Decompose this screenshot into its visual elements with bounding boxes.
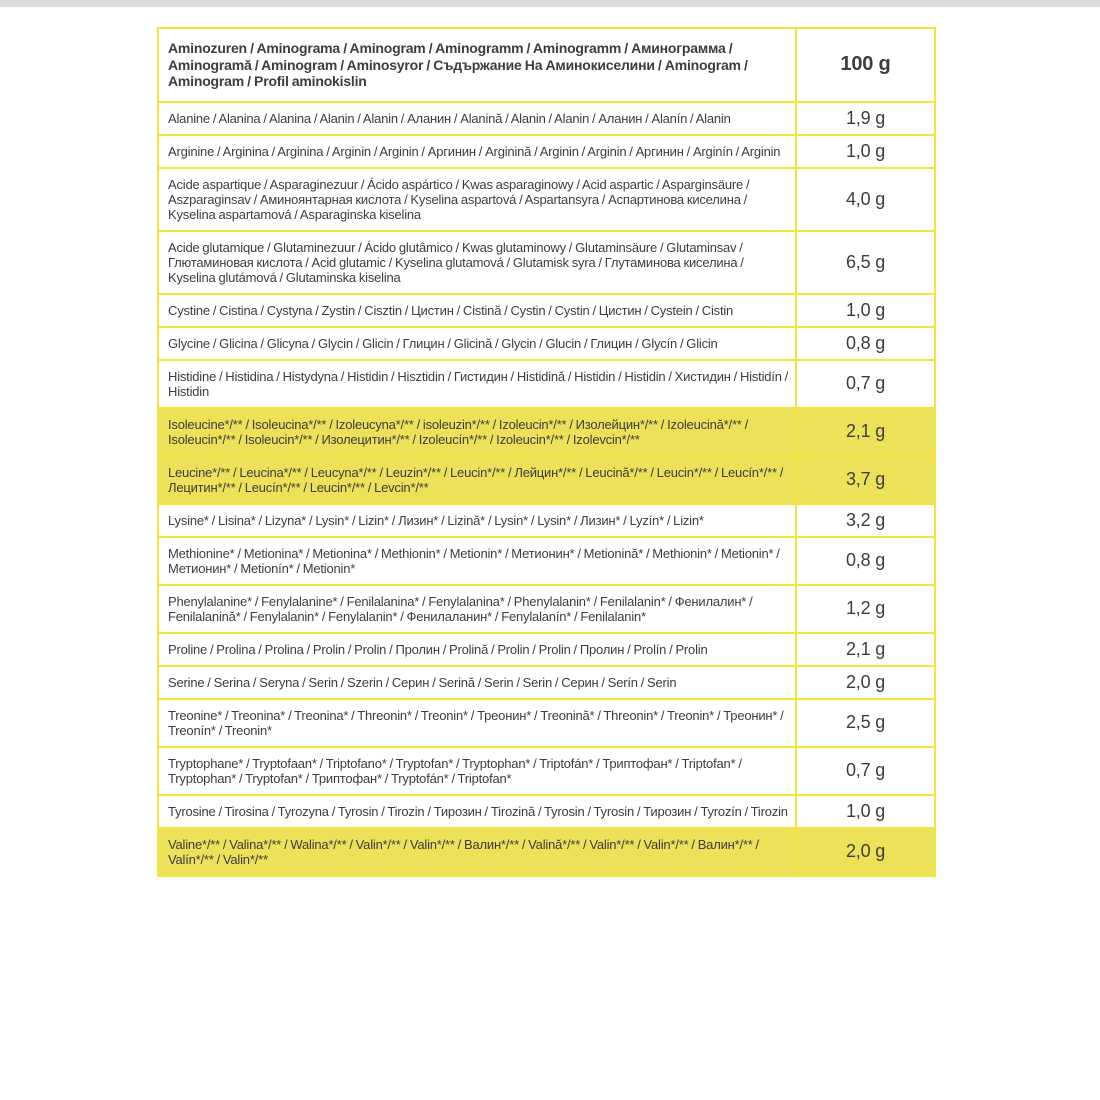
amount-per-100g: 2,0 g <box>796 828 935 876</box>
amino-acid-names: Phenylalanine* / Fenylalanine* / Fenilalanina* / Fenylalanina* / Phenylalanin* / Fenilalanin* / Фенилалин* / Fenilalanină* / Fenylalanin* / Fenylalanin* / Фенилаланин* / Fenylalanín* / Fenilalanin* <box>158 585 796 633</box>
amount-per-100g: 3,2 g <box>796 504 935 537</box>
table-body <box>158 102 935 876</box>
table-row <box>158 102 935 135</box>
table-row <box>158 135 935 168</box>
table-row <box>158 537 935 585</box>
amount-per-100g: 0,8 g <box>796 537 935 585</box>
amino-acid-names: Glycine / Glicina / Glicyna / Glycin / Glicin / Глицин / Glicină / Glycin / Glucin / Глицин / Glycín / Glicin <box>158 327 796 360</box>
amino-acid-names: Histidine / Histidina / Histydyna / Histidin / Hisztidin / Гистидин / Histidină / Histidin / Histidin / Хистидин / Histidín / Histidin <box>158 360 796 408</box>
amino-acid-names: Acide glutamique / Glutaminezuur / Ácido glutâmico / Kwas glutaminowy / Glutaminsäure / Glutaminsav / Глютаминовая кислота / Acid glutamic / Kyselina glutamová / Glutamisk syra / Глутаминова киселина / Kyselina glutámová / Glutaminska kiselina <box>158 231 796 294</box>
amount-per-100g: 1,0 g <box>796 795 935 828</box>
table-row <box>158 327 935 360</box>
header-row <box>158 28 935 102</box>
amount-per-100g: 0,8 g <box>796 327 935 360</box>
amino-acid-names: Valine*/** / Valina*/** / Walina*/** / Valin*/** / Valin*/** / Валин*/** / Valină*/** / Valin*/** / Valin*/** / Валин*/** / Valín*/** / Valin*/** <box>158 828 796 876</box>
table-row <box>158 168 935 231</box>
amount-per-100g: 3,7 g <box>796 456 935 504</box>
amino-acid-names: Lysine* / Lisina* / Lizyna* / Lysin* / Lizin* / Лизин* / Lizină* / Lysin* / Lysin* / Лизин* / Lyzín* / Lizin* <box>158 504 796 537</box>
table-row <box>158 585 935 633</box>
amount-per-100g: 1,0 g <box>796 135 935 168</box>
amount-per-100g: 2,1 g <box>796 408 935 456</box>
amino-acid-names: Isoleucine*/** / Isoleucina*/** / Izoleucyna*/** / isoleuzin*/** / Izoleucin*/** / Изолейцин*/** / Izoleucină*/** / Isoleucin*/** / Isoleucin*/** / Изолецитин*/** / Izoleucín*/** / Izoleucin*/** / Izolevcin*/** <box>158 408 796 456</box>
amount-per-100g: 6,5 g <box>796 231 935 294</box>
amino-acid-names: Leucine*/** / Leucina*/** / Leucyna*/** / Leuzin*/** / Leucin*/** / Лейцин*/** / Leucină*/** / Leucin*/** / Leucín*/** / Лецитин*/** / Leucín*/** / Leucin*/** / Levcin*/** <box>158 456 796 504</box>
amino-acid-names: Acide aspartique / Asparaginezuur / Ácido aspártico / Kwas asparaginowy / Acid aspartic / Asparginsäure / Aszparaginsav / Аминоянтарная кислота / Kyselina aspartová / Aspartansyra / Аспартинова киселина / Kyselina aspartamová / Asparaginska kiselina <box>158 168 796 231</box>
top-divider <box>0 0 1100 7</box>
table-row <box>158 504 935 537</box>
aminogram-table <box>157 27 936 877</box>
amount-per-100g: 2,5 g <box>796 699 935 747</box>
table-row <box>158 828 935 876</box>
amino-acid-names: Tryptophane* / Tryptofaan* / Triptofano* / Tryptofan* / Tryptophan* / Triptofán* / Триптофан* / Triptofan* / Tryptophan* / Tryptofan* / Триптофан* / Tryptofán* / Triptofan* <box>158 747 796 795</box>
amount-per-100g: 2,1 g <box>796 633 935 666</box>
amount-per-100g: 2,0 g <box>796 666 935 699</box>
table-row <box>158 795 935 828</box>
table-row <box>158 360 935 408</box>
amino-acid-names: Serine / Serina / Seryna / Serin / Szerin / Серин / Serină / Serin / Serin / Серин / Serín / Serin <box>158 666 796 699</box>
amount-per-100g: 4,0 g <box>796 168 935 231</box>
amount-per-100g: 1,2 g <box>796 585 935 633</box>
amino-acid-names: Arginine / Arginina / Arginina / Arginin / Arginin / Аргинин / Arginină / Arginin / Arginin / Аргинин / Arginín / Arginin <box>158 135 796 168</box>
amino-acid-names: Proline / Prolina / Prolina / Prolin / Prolin / Пролин / Prolină / Prolin / Prolin / Пролин / Prolín / Prolin <box>158 633 796 666</box>
table-title: Aminozuren / Aminograma / Aminogram / Aminogramm / Aminogramm / Аминограмма / Aminogramă / Aminogram / Aminosyror / Съдържание На Аминокиселини / Aminogram / Aminogram / Profil aminokislin <box>158 28 796 102</box>
table-row <box>158 456 935 504</box>
amino-acid-names: Tyrosine / Tirosina / Tyrozyna / Tyrosin / Tirozin / Тирозин / Tirozină / Tyrosin / Tyrosin / Тирозин / Tyrozín / Tirozin <box>158 795 796 828</box>
amount-per-100g: 0,7 g <box>796 360 935 408</box>
table-row <box>158 408 935 456</box>
table-row <box>158 747 935 795</box>
table-row <box>158 699 935 747</box>
table-row <box>158 231 935 294</box>
amino-acid-names: Treonine* / Treonina* / Treonina* / Threonin* / Treonin* / Треонин* / Treonină* / Threonin* / Treonin* / Треонин* / Treonín* / Treonin* <box>158 699 796 747</box>
table-row <box>158 666 935 699</box>
amino-acid-names: Cystine / Cistina / Cystyna / Zystin / Cisztin / Цистин / Cistină / Cystin / Cystin / Цистин / Cystein / Cistin <box>158 294 796 327</box>
amino-acid-names: Alanine / Alanina / Alanina / Alanin / Alanin / Аланин / Alanină / Alanin / Alanin / Аланин / Alanín / Alanin <box>158 102 796 135</box>
amount-per-100g: 1,9 g <box>796 102 935 135</box>
table-row <box>158 294 935 327</box>
amino-acid-names: Methionine* / Metionina* / Metionina* / Methionin* / Metionin* / Метионин* / Metionină* / Methionin* / Metionin* / Метионин* / Metionín* / Metionin* <box>158 537 796 585</box>
table-row <box>158 633 935 666</box>
amount-per-100g: 0,7 g <box>796 747 935 795</box>
serving-size: 100 g <box>796 28 935 102</box>
amount-per-100g: 1,0 g <box>796 294 935 327</box>
